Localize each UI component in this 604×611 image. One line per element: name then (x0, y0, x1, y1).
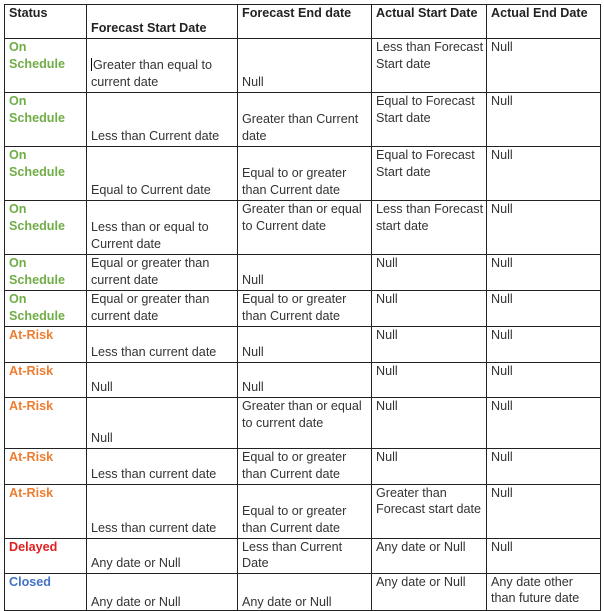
status-cell: On Schedule (5, 39, 87, 93)
forecast-end-cell: Equal to or greater than Current date (238, 291, 372, 327)
actual-end-cell: Null (487, 201, 601, 255)
status-cell: Closed (5, 573, 87, 610)
actual-end-cell: Null (487, 363, 601, 398)
forecast-start-cell: Null (87, 363, 238, 398)
forecast-end-cell: Null (238, 363, 372, 398)
forecast-start-cell: Less than current date (87, 449, 238, 485)
actual-start-cell: Null (372, 327, 487, 363)
forecast-end-cell: Equal to or greater than Current date (238, 449, 372, 485)
actual-start-cell: Null (372, 291, 487, 327)
forecast-start-cell: Any date or Null (87, 573, 238, 610)
table-row (5, 291, 601, 327)
forecast-start-cell[interactable] (87, 39, 238, 93)
forecast-start-cell: Less than current date (87, 327, 238, 363)
status-cell: On Schedule (5, 201, 87, 255)
actual-end-cell: Null (487, 538, 601, 573)
forecast-end-cell: Equal to or greater than Current date (238, 147, 372, 201)
actual-end-cell: Null (487, 147, 601, 201)
table-row (5, 363, 601, 398)
actual-start-cell: Greater than Forecast start date (372, 484, 487, 538)
forecast-end-cell: Less than Current Date (238, 538, 372, 573)
actual-end-cell: Null (487, 255, 601, 291)
forecast-start-cell: Equal or greater than current date (87, 255, 238, 291)
status-cell: On Schedule (5, 255, 87, 291)
table-row (5, 449, 601, 485)
actual-start-cell: Null (372, 398, 487, 449)
status-cell: On Schedule (5, 93, 87, 147)
header-status: Status (5, 5, 87, 39)
forecast-start-cell: Equal or greater than current date (87, 291, 238, 327)
status-rules-table (4, 4, 601, 611)
forecast-end-cell: Null (238, 255, 372, 291)
header-forecast-end-date: Forecast End date (238, 5, 372, 39)
forecast-end-cell: Null (238, 39, 372, 93)
actual-end-cell: Null (487, 39, 601, 93)
actual-end-cell: Any date other than future date (487, 573, 601, 610)
actual-end-cell: Null (487, 449, 601, 485)
forecast-start-cell: Less than or equal to Current date (87, 201, 238, 255)
actual-start-cell: Equal to Forecast Start date (372, 93, 487, 147)
status-cell: At-Risk (5, 327, 87, 363)
forecast-end-cell: Null (238, 327, 372, 363)
forecast-start-cell: Less than Current date (87, 93, 238, 147)
actual-end-cell: Null (487, 484, 601, 538)
forecast-start-cell: Less than current date (87, 484, 238, 538)
actual-start-cell: Less than Forecast Start date (372, 39, 487, 93)
forecast-end-cell: Greater than or equal to current date (238, 398, 372, 449)
actual-end-cell: Null (487, 398, 601, 449)
table-row (5, 484, 601, 538)
header-actual-end-date: Actual End Date (487, 5, 601, 39)
table-row (5, 39, 601, 93)
actual-start-cell: Any date or Null (372, 538, 487, 573)
status-cell: At-Risk (5, 484, 87, 538)
header-actual-start-date: Actual Start Date (372, 5, 487, 39)
actual-start-cell: Null (372, 449, 487, 485)
table-row (5, 327, 601, 363)
table-row (5, 93, 601, 147)
forecast-start-text: Greater than equal to current date (91, 58, 213, 90)
actual-end-cell: Null (487, 327, 601, 363)
status-cell: Delayed (5, 538, 87, 573)
forecast-end-cell: Greater than Current date (238, 93, 372, 147)
actual-start-cell: Any date or Null (372, 573, 487, 610)
table-header-row (5, 5, 601, 39)
actual-end-cell: Null (487, 93, 601, 147)
table-row (5, 255, 601, 291)
forecast-start-cell: Any date or Null (87, 538, 238, 573)
table-row (5, 201, 601, 255)
text-cursor (91, 58, 92, 71)
status-cell: At-Risk (5, 398, 87, 449)
table-row (5, 538, 601, 573)
status-cell: On Schedule (5, 147, 87, 201)
status-cell: At-Risk (5, 363, 87, 398)
forecast-end-cell: Greater than or equal to Current date (238, 201, 372, 255)
actual-end-cell: Null (487, 291, 601, 327)
actual-start-cell: Null (372, 255, 487, 291)
forecast-end-cell: Equal to or greater than Current date (238, 484, 372, 538)
header-forecast-start-date: Forecast Start Date (87, 5, 238, 39)
actual-start-cell: Null (372, 363, 487, 398)
table-row (5, 398, 601, 449)
status-cell: On Schedule (5, 291, 87, 327)
actual-start-cell: Less than Forecast start date (372, 201, 487, 255)
table-row (5, 573, 601, 610)
table-row (5, 147, 601, 201)
forecast-end-cell: Any date or Null (238, 573, 372, 610)
forecast-start-cell: Null (87, 398, 238, 449)
forecast-start-cell: Equal to Current date (87, 147, 238, 201)
status-cell: At-Risk (5, 449, 87, 485)
actual-start-cell: Equal to Forecast Start date (372, 147, 487, 201)
